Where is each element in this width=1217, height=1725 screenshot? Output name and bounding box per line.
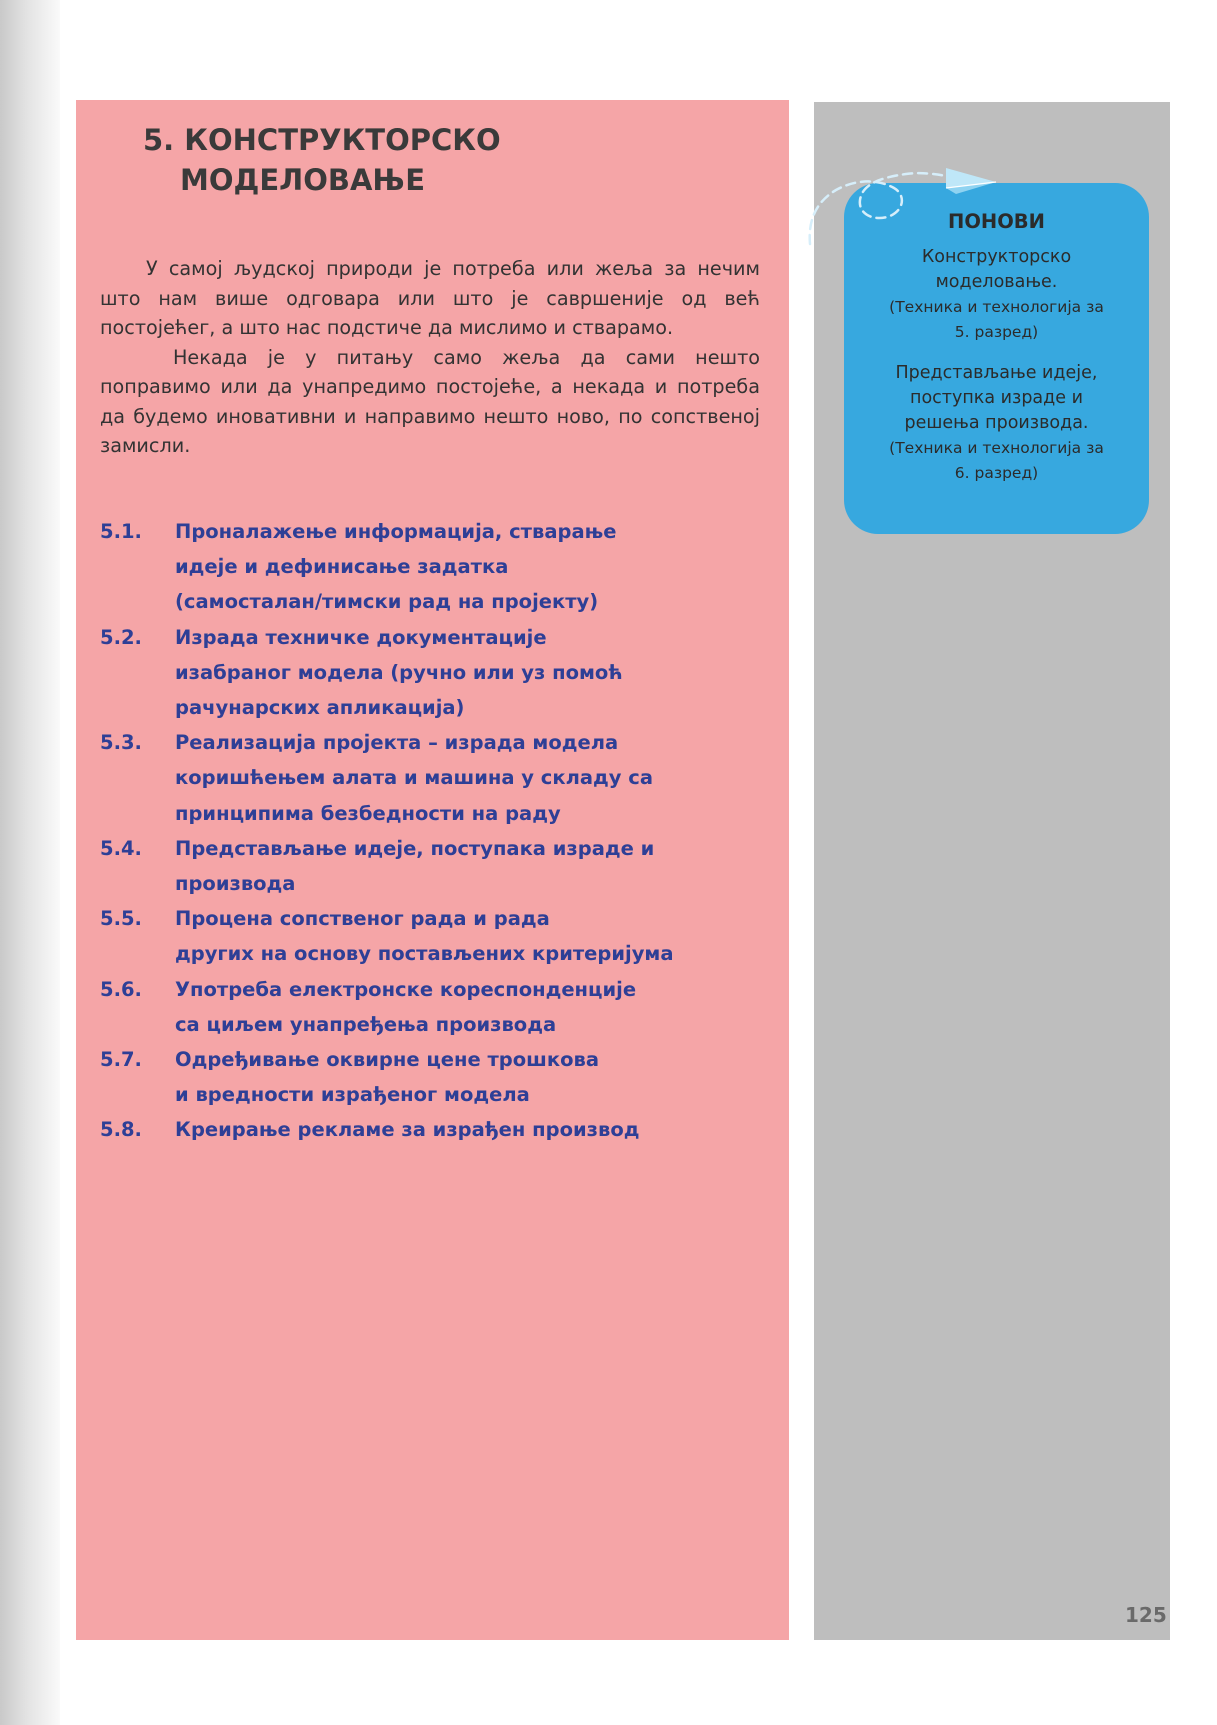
- review-item-1-ref-line-1: (Техника и технологија за: [889, 298, 1104, 316]
- chapter-title: [143, 120, 743, 200]
- review-heading: ПОНОВИ: [948, 210, 1045, 233]
- section-number: 5.3.: [100, 731, 142, 755]
- review-item-2-line-1: Представљање идеје,: [895, 363, 1098, 383]
- review-item-1-line-1: Конструкторско: [921, 247, 1072, 267]
- paper-plane-icon: [806, 160, 1006, 250]
- section-number: 5.7.: [100, 1048, 142, 1072]
- review-item-2-line-3: решења производа.: [904, 413, 1089, 433]
- review-item-2-ref-line-2: 6. разред): [954, 464, 1039, 482]
- section-list: [100, 514, 780, 1148]
- section-number: 5.6.: [100, 977, 142, 1001]
- section-item: [100, 620, 780, 726]
- section-item: [100, 1042, 780, 1112]
- section-title: Реализација пројекта – израда модела коришћењем алата и машина у складу са принципима безбедности на раду: [175, 731, 653, 825]
- section-number: 5.5.: [100, 907, 142, 931]
- intro-text: [100, 254, 760, 461]
- review-item-2-ref-line-1: (Техника и технологија за: [889, 439, 1104, 457]
- intro-paragraph-2: Некада је у питању само жеља да сами нешто поправимо или да унапредимо постојеће, а некада и потреба да будемо иновативни и направимо нешто ново, по сопственој замисли.: [100, 345, 760, 457]
- section-title: Представљање идеје, поступака израде и производа: [175, 836, 655, 896]
- intro-paragraph-1: У самој људској природи је потреба или жеља за нечим што нам више одговара или што је савршеније од већ постојећег, а што нас подстиче да мислимо и стварамо.: [100, 257, 760, 339]
- section-number: 5.4.: [100, 836, 142, 860]
- review-item-1-line-2: моделовање.: [935, 272, 1058, 292]
- page-number: 125: [1125, 1603, 1167, 1627]
- section-item: [100, 901, 780, 971]
- section-title: Одређивање оквирне цене трошкова и вредности израђеног модела: [175, 1048, 599, 1107]
- page-binding-shadow: [0, 0, 60, 1725]
- review-item-2-line-2: поступка израде и: [910, 388, 1083, 408]
- section-number: 5.1.: [100, 520, 142, 543]
- section-number: 5.8.: [100, 1118, 142, 1142]
- section-item: [100, 831, 780, 901]
- review-item-1-ref-line-2: 5. разред): [954, 323, 1039, 341]
- section-item: [100, 1112, 780, 1147]
- section-title: Процена сопственог рада и рада других на основу постављених критеријума: [175, 907, 674, 966]
- section-item: [100, 972, 780, 1042]
- chapter-title-line-2: МОДЕЛОВАЊЕ: [180, 163, 426, 197]
- section-title: Употреба електронске кореспонденције са циљем унапређења производа: [175, 977, 637, 1036]
- section-item: [100, 514, 780, 620]
- section-number: 5.2.: [100, 625, 142, 649]
- section-title: Проналажење информација, стварање идеје и дефинисање задатка (самосталан/тимски рад на пројекту): [175, 520, 617, 614]
- section-title: Креирање рекламе за израђен производ: [175, 1118, 640, 1142]
- section-item: [100, 725, 780, 831]
- section-title: Израда техничке документације изабраног модела (ручно или уз помоћ рачунарских апликација): [175, 625, 623, 720]
- chapter-title-line-1: 5. КОНСТРУКТОРСКО: [143, 123, 501, 157]
